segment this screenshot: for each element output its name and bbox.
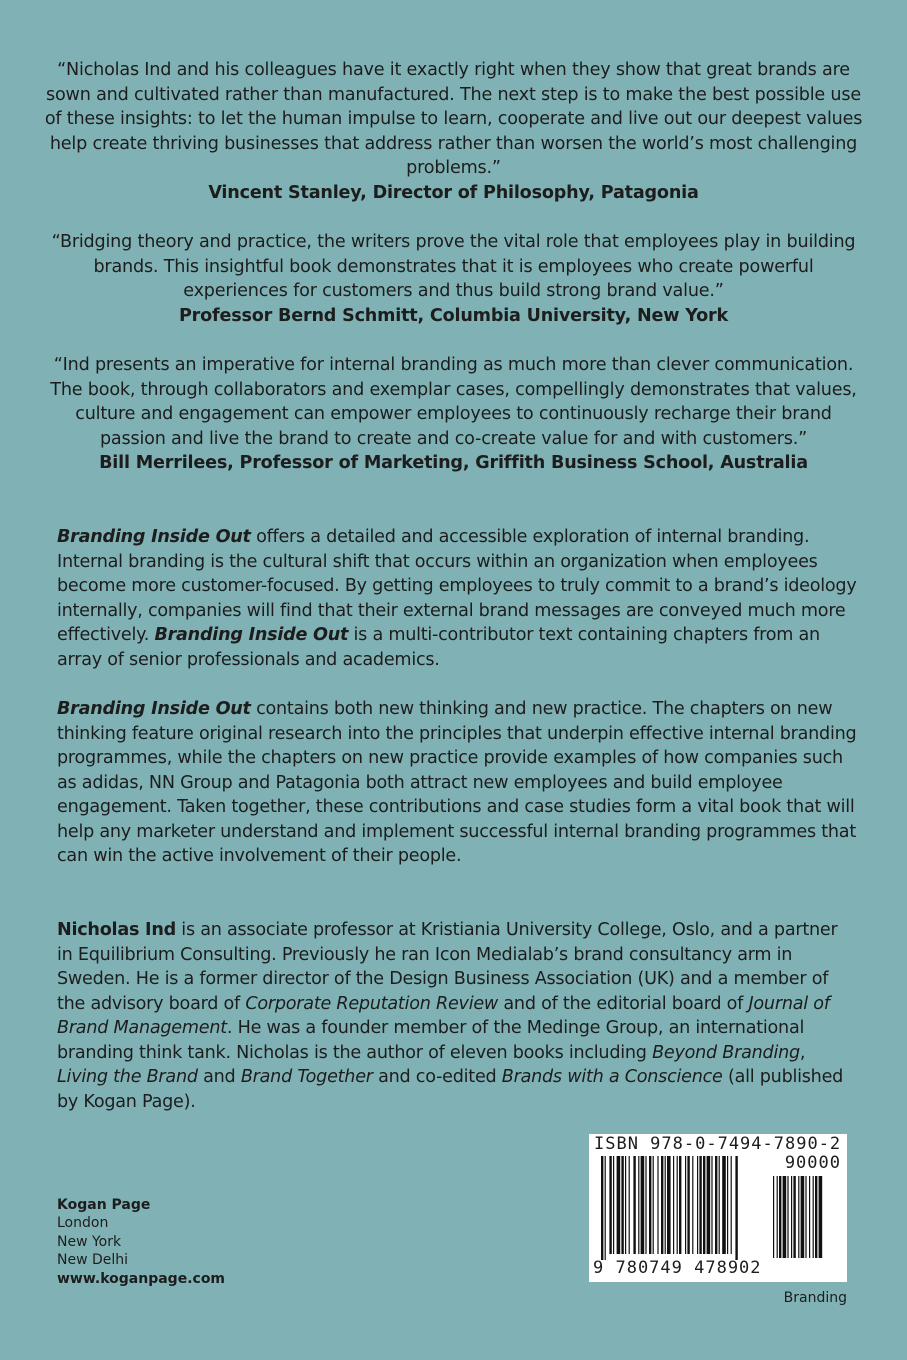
book-title-ref: Brand Together [240, 1067, 373, 1087]
book-title: Branding Inside Out [57, 699, 251, 719]
publisher-city: New York [57, 1233, 122, 1250]
bio-text: and co-edited [372, 1067, 502, 1087]
bio-text: (all published by Kogan Page). [57, 1067, 844, 1112]
endorsement-quote [40, 230, 867, 328]
quote-text: “Nicholas Ind and his colleagues have it exactly right when they show that great brands are sown and cultivated rather than manufactured. The next step is to make the best possible use of these insights: to let the human impulse to learn, cooperate and live out our deepest values help create thriving businesses that address rather than worsen the world’s most challenging problems.” [44, 60, 863, 178]
barcode-digits: 9 780749 478902 [593, 1258, 762, 1278]
bio-text: . He was a founder member of the Medinge Group, an international branding think tank. Nicholas is the author of eleven books including [57, 1018, 805, 1063]
endorsement-quote [40, 58, 867, 205]
bio-text: and [197, 1067, 241, 1087]
quote-attribution: Professor Bernd Schmitt, Columbia University, New York [178, 305, 729, 326]
quote-attribution: Bill Merrilees, Professor of Marketing, Griffith Business School, Australia [99, 453, 808, 473]
book-title-ref: Living the Brand [57, 1067, 198, 1087]
description-text: is a multi-contributor text containing chapters from an array of senior professionals and academics. [57, 625, 820, 670]
quote-attribution: Vincent Stanley, Director of Philosophy, Patagonia [208, 182, 699, 203]
quote-text: “Ind presents an imperative for internal branding as much more than clever communication. The book, through collaborators and exemplar cases, compellingly demonstrates that values, culture and engagement can empower employees to continuously recharge their brand passion and live the brand to create and co-create value for and with customers.” [50, 355, 857, 449]
publisher-website: www.koganpage.com [57, 1270, 226, 1287]
book-description [57, 525, 857, 894]
bio-text: , [799, 1042, 806, 1063]
book-title-ref: Beyond Branding [652, 1042, 800, 1063]
publisher-info [57, 1196, 225, 1288]
bio-paragraph [57, 918, 857, 1114]
bio-text: is an associate professor at Kristiania University College, Oslo, and a partner in Equilibrium Consulting. Previously he ran Icon Medialab’s brand consultancy arm in Sweden. He is a former director of the Design Business Association (UK) and a member of the advisory board of [57, 920, 838, 1014]
author-bio [57, 918, 857, 1114]
book-title: Branding Inside Out [154, 625, 349, 645]
publisher-city: London [57, 1215, 109, 1232]
price-code: 90000 [784, 1153, 841, 1173]
publisher-city: New Delhi [57, 1252, 129, 1269]
subject-category: Branding [783, 1290, 847, 1306]
isbn-label: ISBN 978-0-7494-7890-2 [594, 1134, 842, 1154]
book-title-ref: Brands with a Conscience [501, 1067, 723, 1087]
endorsements [40, 58, 867, 501]
description-text: contains both new thinking and new practice. The chapters on new thinking feature original research into the principles that underpin effective internal branding programmes, while the chapters on new practice provide examples of how companies such as adidas, NN Group and Patagonia both attract new employees and build employee engagement. Taken together, these contributions and case studies form a vital book that will help any marketer understand and implement successful internal branding programmes that can win the active involvement of their people. [57, 699, 857, 866]
isbn-barcode [589, 1134, 847, 1282]
description-paragraph [57, 697, 857, 869]
book-title: Branding Inside Out [57, 527, 251, 547]
publisher-name: Kogan Page [57, 1197, 151, 1213]
description-text: offers a detailed and accessible exploration of internal branding. Internal branding is the cultural shift that occurs within an organization when employees become more customer-focused. By getting employees to truly commit to a brand’s ideology internally, companies will find that their external brand messages are conveyed much more effectively. [57, 527, 857, 645]
journal-title: Corporate Reputation Review [245, 993, 499, 1014]
quote-text: “Bridging theory and practice, the writers prove the vital role that employees play in building brands. This insightful book demonstrates that it is employees who create powerful experiences for customers and thus build strong brand value.” [51, 232, 856, 301]
journal-title: Journal of Brand Management [57, 993, 830, 1038]
author-name: Nicholas Ind [57, 920, 176, 940]
endorsement-quote [40, 353, 867, 476]
bio-text: and of the editorial board of [498, 993, 749, 1014]
description-paragraph [57, 525, 857, 672]
